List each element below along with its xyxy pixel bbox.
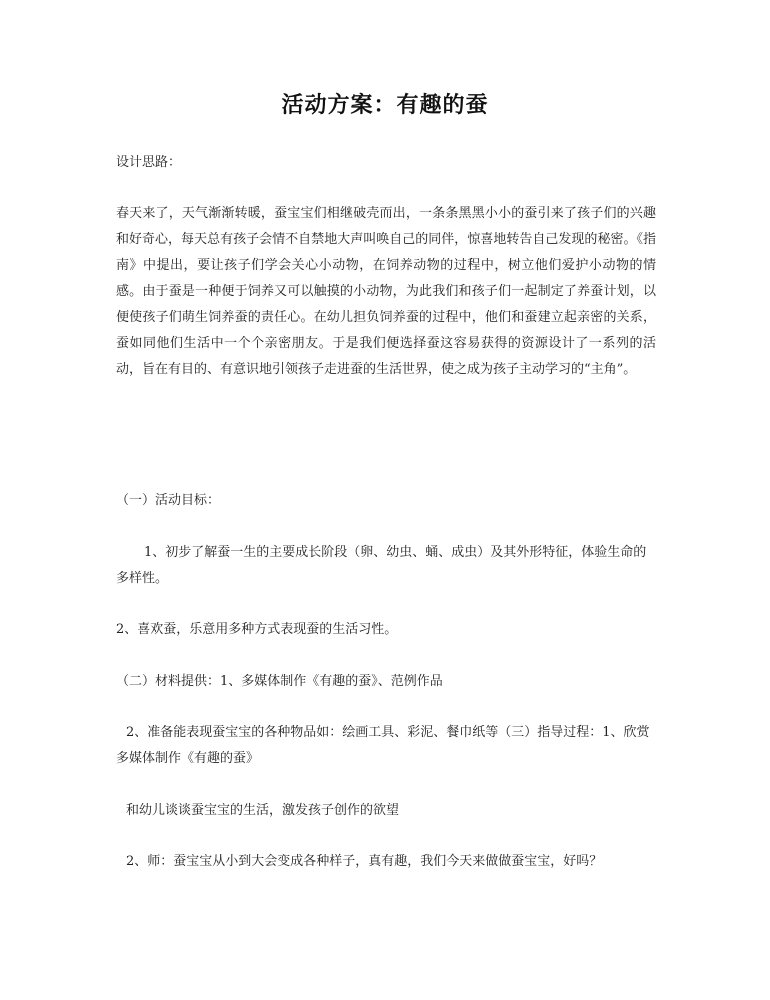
goal-item-1: 1、初步了解蚕一生的主要成长阶段（卵、幼虫、蛹、成虫）及其外形特征，体验生命的多样性。 [116,545,647,586]
materials-continued-paragraph: 2、准备能表现蚕宝宝的各种物品如：绘画工具、彩泥、餐巾纸等（三）指导过程：1、欣赏多媒体制作《有趣的蚕》 [116,725,650,766]
materials-paragraph: （二）材料提供：1、多媒体制作《有趣的蚕》、范例作品 [116,674,443,689]
design-heading: 设计思路： [116,155,182,170]
goal-heading: （一）活动目标： [116,493,221,508]
talk-paragraph: 和幼儿谈谈蚕宝宝的生活，激发孩子创作的欲望 [126,803,400,818]
intro-paragraph: 春天来了，天气渐渐转暖，蚕宝宝们相继破壳而出，一条条黑黑小小的蚕引来了孩子们的兴趣和好奇心，每天总有孩子会情不自禁地大声叫唤自己的同伴，惊喜地转告自己发现的秘密。《指南》中提出，要让孩子们学会关心小动物，在饲养动物的过程中，树立他们爱护小动物的情感。由于蚕是一种便于饲养又可以触摸的小动物，为此我们和孩子们一起制定了养蚕计划，以便使孩子们萌生饲养蚕的责任心。在幼儿担负饲养蚕的过程中，他们和蚕建立起亲密的关系，蚕如同他们生活中一个个亲密朋友。于是我们便选择蚕这容易获得的资源设计了一系列的活动，旨在有目的、有意识地引领孩子走进蚕的生活世界，使之成为孩子主动学习的“主角”。 [116,206,656,377]
step-2-paragraph: 2、师：蚕宝宝从小到大会变成各种样子，真有趣，我们今天来做做蚕宝宝，好吗？ [126,854,603,869]
goal-item-2: 2、喜欢蚕，乐意用多种方式表现蚕的生活习性。 [116,622,398,637]
document-title: 活动方案：有趣的蚕 [281,92,489,118]
